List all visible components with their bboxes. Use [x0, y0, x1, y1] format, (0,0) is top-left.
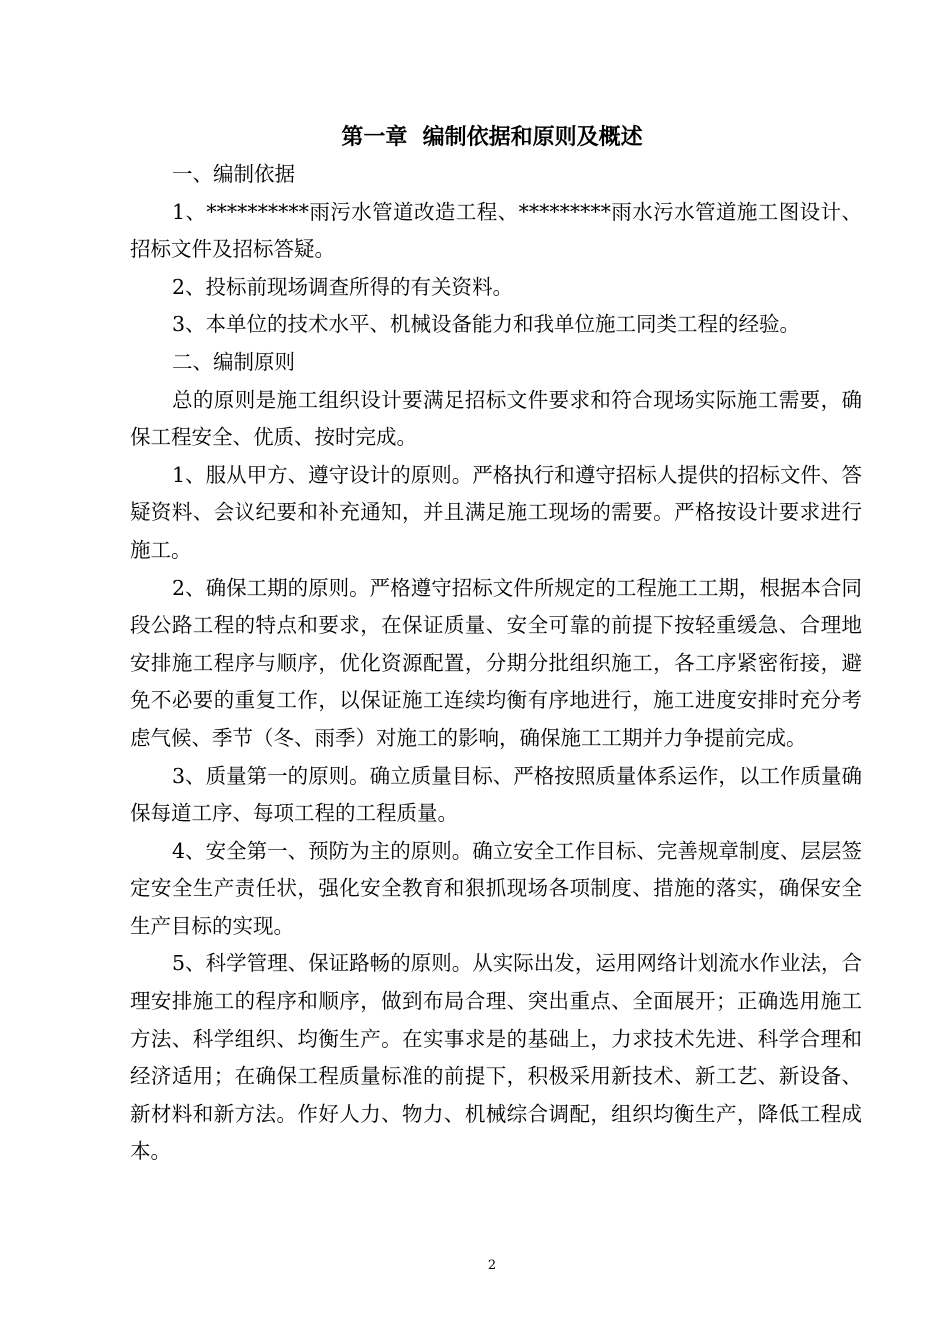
basis-item-3: 3、本单位的技术水平、机械设备能力和我单位施工同类工程的经验。 — [172, 312, 801, 337]
document-body — [130, 156, 862, 1171]
section-heading-principles: 二、编制原则 — [172, 349, 295, 374]
principle-item-1: 1、服从甲方、遵守设计的原则。严格执行和遵守招标人提供的招标文件、答疑资料、会议纪要和补充通知，并且满足施工现场的需要。严格按设计要求进行施工。 — [130, 462, 862, 562]
section-heading-basis: 一、编制依据 — [172, 162, 295, 186]
chapter-title: 第一章 编制依据和原则及概述 — [341, 124, 643, 150]
general-principle: 总的原则是施工组织设计要满足招标文件要求和符合现场实际施工需要，确保工程安全、优质、按时完成。 — [130, 387, 862, 450]
principle-item-5: 5、科学管理、保证路畅的原则。从实际出发，运用网络计划流水作业法，合理安排施工的程序和顺序，做到布局合理、突出重点、全面展开；正确选用施工方法、科学组织、均衡生产。在实事求是的基础上，力求技术先进、科学合理和经济适用；在确保工程质量标准的前提下，积极采用新技术、新工艺、新设备、新材料和新方法。作好人力、物力、机械综合调配，组织均衡生产，降低工程成本。 — [130, 951, 862, 1164]
principle-item-4: 4、安全第一、预防为主的原则。确立安全工作目标、完善规章制度、层层签定安全生产责任状，强化安全教育和狠抓现场各项制度、措施的落实，确保安全生产目标的实现。 — [130, 838, 862, 938]
page-number: 2 — [487, 1258, 497, 1273]
principle-item-2: 2、确保工期的原则。严格遵守招标文件所规定的工程施工工期，根据本合同段公路工程的特点和要求，在保证质量、安全可靠的前提下按轻重缓急、合理地安排施工程序与顺序，优化资源配置，分期分批组织施工，各工序紧密衔接，避免不必要的重复工作，以保证施工连续均衡有序地进行，施工进度安排时充分考虑气候、季节（冬、雨季）对施工的影响，确保施工工期并力争提前完成。 — [130, 575, 862, 750]
basis-item-1: 1、**********雨污水管道改造工程、*********雨水污水管道施工图设计、招标文件及招标答疑。 — [130, 199, 862, 262]
principle-item-3: 3、质量第一的原则。确立质量目标、严格按照质量体系运作，以工作质量确保每道工序、每项工程的工程质量。 — [130, 763, 862, 826]
basis-item-2: 2、投标前现场调查所得的有关资料。 — [172, 274, 514, 299]
